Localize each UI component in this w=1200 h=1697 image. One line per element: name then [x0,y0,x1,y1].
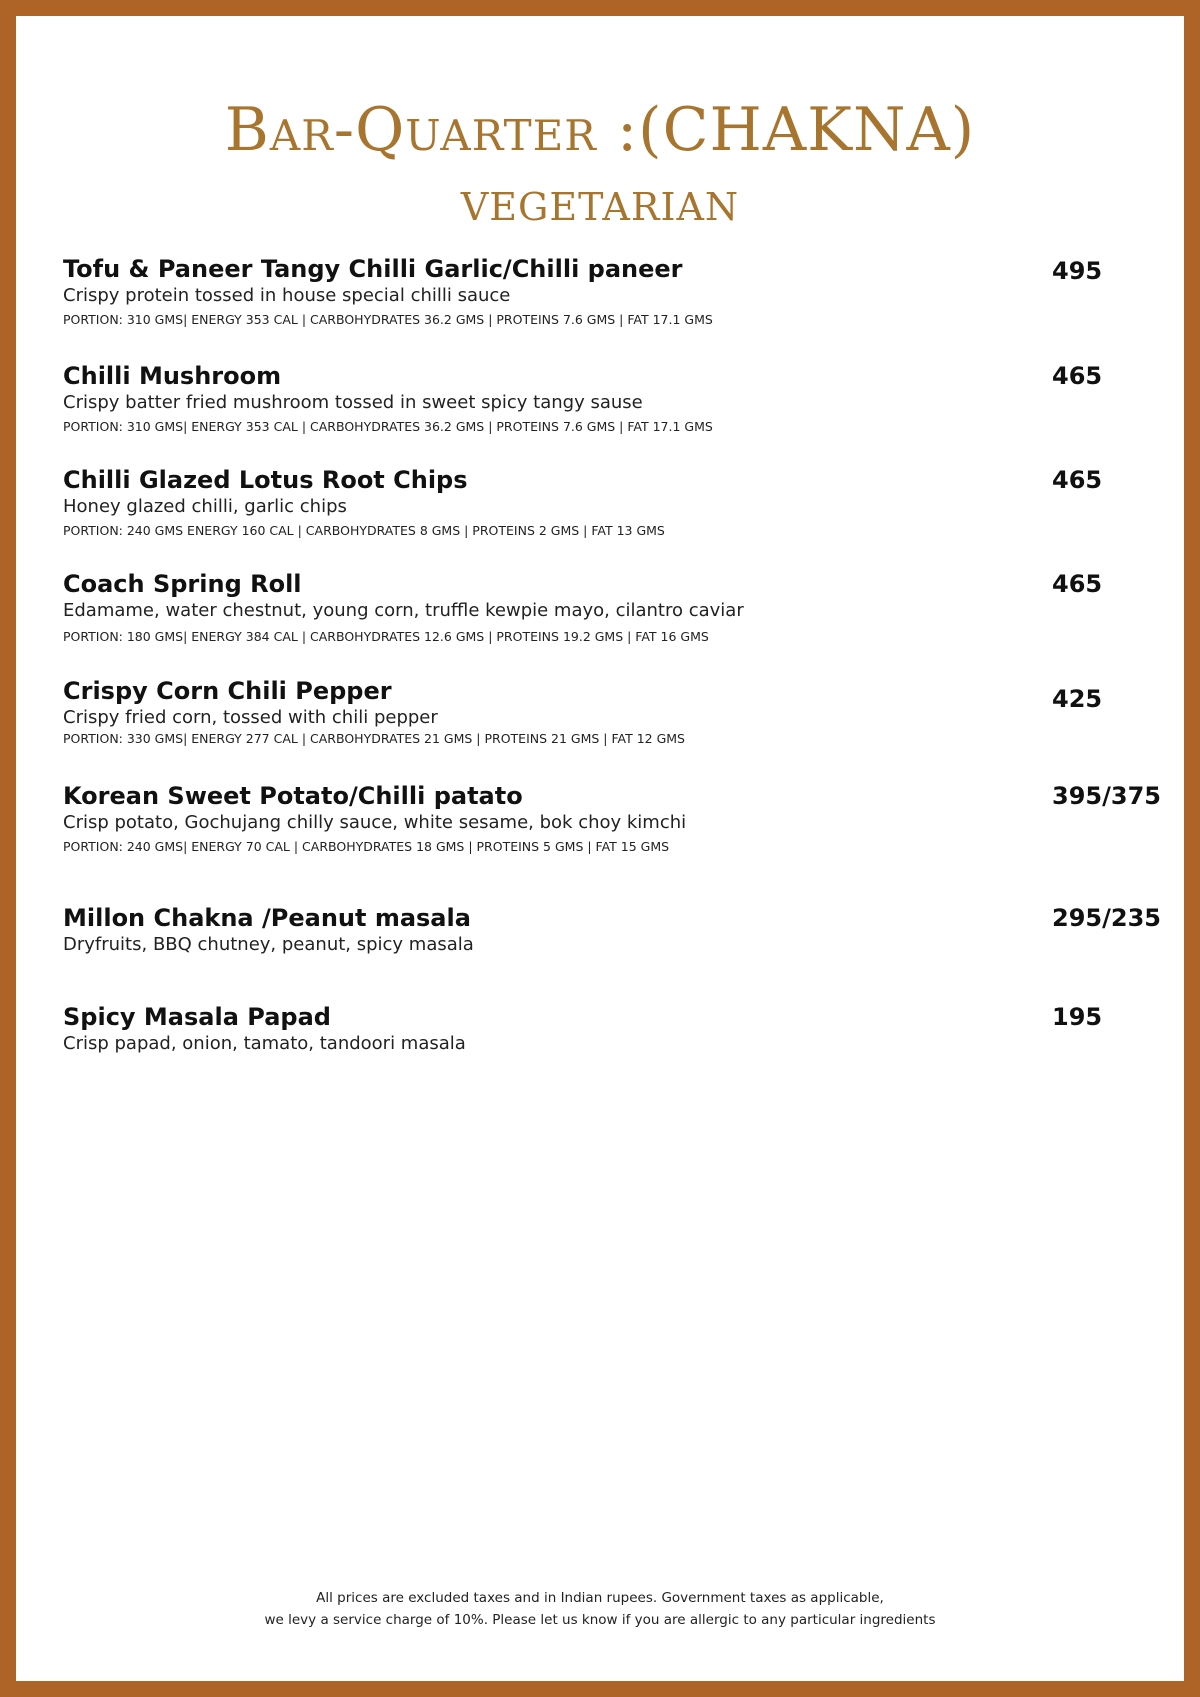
menu-item-price: 465 [1052,466,1103,494]
menu-item-price: 465 [1052,570,1103,598]
menu-item-description: Crisp papad, onion, tamato, tandoori masala [63,1033,466,1054]
menu-item-name: Millon Chakna /Peanut masala [63,904,471,932]
footer-disclaimer [16,1587,1184,1631]
menu-item-name: Crispy Corn Chili Pepper [63,677,392,705]
menu-item-description: Crisp potato, Gochujang chilly sauce, white sesame, bok choy kimchi [63,812,687,833]
section-subtitle: VEGETARIAN [460,185,740,229]
menu-item-nutrition: PORTION: 240 GMS| ENERGY 70 CAL | CARBOHYDRATES 18 GMS | PROTEINS 5 GMS | FAT 15 GMS [63,839,670,854]
menu-item-name: Chilli Glazed Lotus Root Chips [63,466,468,494]
menu-item-description: Crispy fried corn, tossed with chili pepper [63,707,438,728]
menu-item-description: Crispy batter fried mushroom tossed in sweet spicy tangy sause [63,392,643,413]
menu-item-name: Spicy Masala Papad [63,1003,331,1031]
menu-item-price: 295/235 [1052,904,1161,932]
menu-item-nutrition: PORTION: 310 GMS| ENERGY 353 CAL | CARBOHYDRATES 36.2 GMS | PROTEINS 7.6 GMS | FAT 17.1 GMS [63,419,713,434]
menu-item-name: Korean Sweet Potato/Chilli patato [63,782,523,810]
menu-item-price: 495 [1052,257,1103,285]
page-title: Bar-Quarter :(CHAKNA) [224,95,976,165]
menu-item-description: Edamame, water chestnut, young corn, truffle kewpie mayo, cilantro caviar [63,600,744,621]
menu-item-nutrition: PORTION: 240 GMS ENERGY 160 CAL | CARBOHYDRATES 8 GMS | PROTEINS 2 GMS | FAT 13 GMS [63,523,665,538]
menu-item-description: Dryfruits, BBQ chutney, peanut, spicy masala [63,934,474,955]
menu-item-price: 395/375 [1052,782,1161,810]
menu-item-nutrition: PORTION: 180 GMS| ENERGY 384 CAL | CARBOHYDRATES 12.6 GMS | PROTEINS 19.2 GMS | FAT 16 GMS [63,629,709,644]
menu-item-nutrition: PORTION: 330 GMS| ENERGY 277 CAL | CARBOHYDRATES 21 GMS | PROTEINS 21 GMS | FAT 12 GMS [63,731,685,746]
menu-item-price: 195 [1052,1003,1103,1031]
footer-line-1: All prices are excluded taxes and in Indian rupees. Government taxes as applicable, [316,1590,884,1606]
menu-item-price: 425 [1052,685,1103,713]
menu-item-name: Tofu & Paneer Tangy Chilli Garlic/Chilli paneer [63,255,683,283]
menu-item-price: 465 [1052,362,1103,390]
menu-item-name: Coach Spring Roll [63,570,302,598]
menu-item-nutrition: PORTION: 310 GMS| ENERGY 353 CAL | CARBOHYDRATES 36.2 GMS | PROTEINS 7.6 GMS | FAT 17.1 GMS [63,312,713,327]
menu-item-name: Chilli Mushroom [63,362,282,390]
menu-item-description: Honey glazed chilli, garlic chips [63,496,347,517]
menu-page [16,16,1184,1681]
footer-line-2: we levy a service charge of 10%. Please let us know if you are allergic to any particular ingredients [264,1612,936,1628]
menu-item-description: Crispy protein tossed in house special chilli sauce [63,285,511,306]
